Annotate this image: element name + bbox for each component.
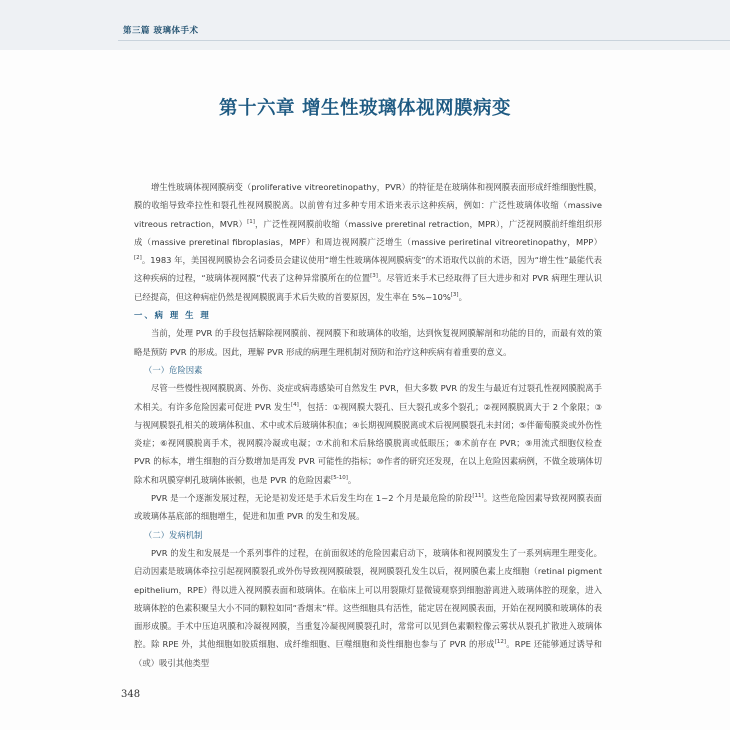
risk-text-1: 尽管一些慢性视网膜脱离、外伤、炎症或病毒感染可自然发生 PVR，但大多数 PVR 的发生与最近有过裂孔性视网膜脱离手术相关。有许多危险因素可促进 PVR 发生 (134, 383, 602, 412)
risk-text-3: 。 (347, 474, 357, 485)
citation-7: [11] (472, 493, 484, 500)
citation-1: [1] (247, 218, 255, 225)
risk-text-2: ，包括：①视网膜大裂孔、巨大裂孔或多个裂孔；②视网膜脱离大于 2 个象限；③与视网膜裂孔相关的玻璃体积血、术中或术后玻璃体积血；④长期视网膜脱离或术后视网膜裂孔未封闭；⑤伴葡萄膜炎或外伤性炎症；⑥视网膜脱离手术，视网膜冷凝或电凝；⑦术前和术后脉络膜脱离或低眼压；⑧术前存在 PVR；⑨用流式细胞仪检查 PVR 的标本，增生细胞的百分数增加是再发 PVR 可能性的指标；⑩作者的研究还发现，在以上危险因素病例，不做全玻璃体切除术和巩膜穿刺孔玻璃体嵌顿，也是 PVR 的危险因素 (134, 401, 602, 485)
intro-paragraph (134, 178, 602, 306)
header-band (0, 0, 730, 50)
citation-6: [5-10] (331, 474, 348, 481)
pathogenesis-paragraph (134, 544, 602, 672)
intro-text-1: 增生性玻璃体视网膜病变（proliferative vitreoretinopathy，PVR）的特征是在玻璃体和视网膜表面形成纤维细胞性膜，膜的收缩导致牵拉性和裂孔性视网膜脱离。以前曾有过多种专用术语来表示这种疾病，例如：广泛性玻璃体收缩（massive vitreous retraction，MVR） (134, 182, 602, 229)
risk-text-4: PVR 是一个逐渐发展过程，无论是初发还是手术后发生均在 1~2 个月是最危险的阶段 (151, 493, 473, 504)
running-head: 第三篇 玻璃体手术 (123, 26, 199, 36)
header-rule (118, 40, 730, 41)
chapter-title: 第十六章 增生性玻璃体视网膜病变 (219, 98, 511, 119)
intro-text-3: 。1983 年，美国视网膜协会名词委员会建议使用“增生性玻璃体视网膜病变”的术语取代以前的术语，因为“增生性”最能代表这种疾病的过程，“玻璃体视网膜”代表了这种异常膜所在的位置 (134, 255, 602, 284)
risk-factors-paragraph-2 (134, 489, 602, 526)
body-text (134, 178, 602, 672)
page-number: 348 (121, 689, 141, 700)
citation-4: [3] (450, 292, 459, 298)
intro-text-4: 。尽管近来手术已经取得了巨大进步和对 PVR 病理生理认识已经提高，但这种病症仍然是视网膜脱离手术后失败的首要原因，发生率在 5%~10% (134, 273, 602, 302)
citation-2: [2] (134, 255, 142, 262)
risk-factors-paragraph (134, 379, 602, 489)
intro-text-5: 。 (458, 291, 467, 302)
section1-paragraph: 当前，处理 PVR 的手段包括解除视网膜前、视网膜下和玻璃体的收缩，达到恢复视网膜解剖和功能的目的，而最有效的策略是预防 PVR 的形成。因此，理解 PVR 形成的病理生理机制对预防和治疗这种疾病有着重要的意义。 (134, 328, 602, 357)
citation-8: [12] (494, 639, 507, 646)
subsection-heading-risk-factors: （一）危险因素 (144, 364, 203, 375)
risk-text-5: 。这些危险因素导致视网膜表面或玻璃体基底部的细胞增生，促进和加重 PVR 的发生和发展。 (134, 493, 602, 522)
section-heading-pathophysiology: 一、病 理 生 理 (134, 310, 211, 321)
citation-5: [4] (290, 401, 299, 408)
citation-3: [3] (370, 273, 378, 280)
pathogenesis-text-1: PVR 的发生和发展是一个系列事件的过程，在前面叙述的危险因素启动下，玻璃体和视网膜发生了一系列病理生理变化。启动因素是玻璃体牵拉引起视网膜裂孔或外伤导致视网膜破裂，视网膜裂孔发生以后，视网膜色素上皮细胞（retinal pigment epithelium，RPE）得以进入视网膜表面和玻璃体。在临床上可以用裂隙灯显微镜观察到细胞游离进入玻璃体腔的现象，进入玻璃体腔的色素积聚呈大小不同的颗粒如同“香烟末”样。这些细胞具有活性，能定居在视网膜表面，开始在视网膜和玻璃体的表面形成膜。手术中压迫巩膜和冷凝视网膜，当重复冷凝视网膜裂孔时，常常可以见到色素颗粒像云雾状从裂孔扩散进入玻璃体腔。除 RPE 外，其他细胞如胶质细胞、成纤维细胞、巨噬细胞和炎性细胞也参与了 PVR 的形成 (134, 547, 602, 650)
pathogenesis-text-2: 。RPE 还能够通过诱导和（或）吸引其他类型 (134, 639, 602, 668)
subsection-heading-pathogenesis: （二）发病机制 (144, 529, 203, 540)
intro-text-2: ，广泛性视网膜前收缩（massive preretinal retraction，MPR），广泛视网膜前纤维组织形成（massive preretinal fibroplasias，MPF）和周边视网膜广泛增生（massive periretinal vitreoretinopathy，MPP） (134, 218, 602, 247)
